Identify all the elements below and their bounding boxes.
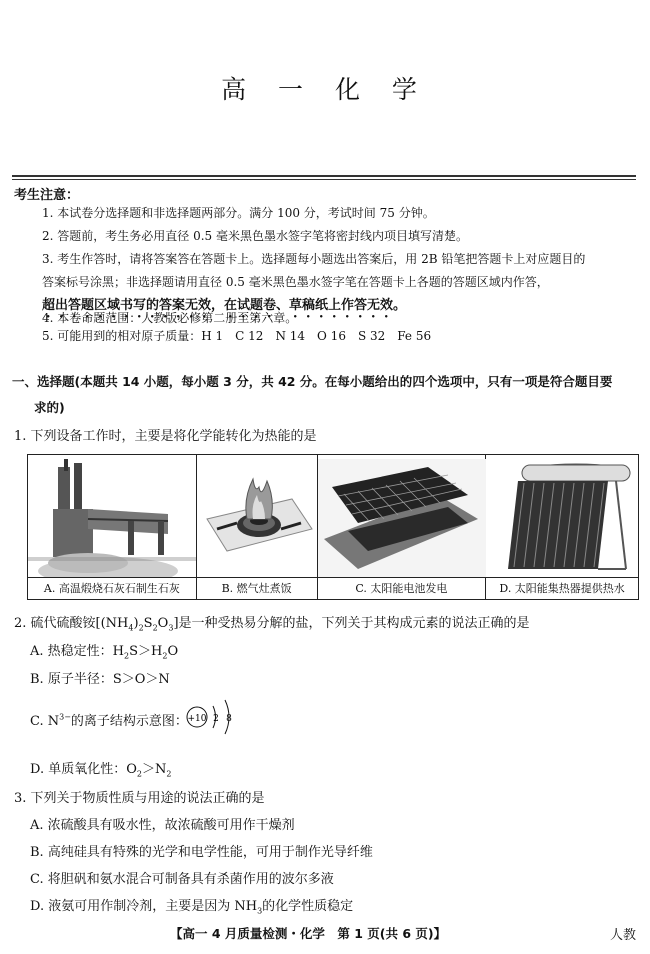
q2-c-text: 的离子结构示意图： (70, 714, 188, 729)
divider (12, 175, 636, 177)
q2-option-a (30, 640, 178, 661)
shell-2-label: 8 (226, 714, 232, 724)
notice-item-2: 2. 答题前，考生务必用直径 0.5 毫米黑色墨水签字笔将密封线内项目填写清楚。 (42, 229, 468, 243)
q2-c-text: C. N (30, 714, 60, 729)
option-c-caption: C. 太阳能电池发电 (318, 577, 486, 599)
notice-item-3-cont: 答案标号涂黑；非选择题请用直径 0.5 毫米黑色墨水签字笔在答题卡上各题的答题区域内作答， (42, 275, 549, 289)
q2-a-text: S＞H (129, 644, 163, 659)
option-b-caption: B. 燃气灶煮饭 (197, 577, 317, 599)
footer-page-info: 【高一 4 月质量检测・化学 第 1 页(共 6 页)】 (170, 926, 447, 941)
notice-item-3: 3. 考生作答时，请将答案答在答题卡上。选择题每小题选出答案后，用 2B 铅笔把答题卡上对应题目的 (42, 252, 586, 266)
q3-option-b: B. 高纯硅具有特殊的光学和电学性能，可用于制作光导纤维 (30, 845, 373, 860)
option-c-cell (318, 455, 487, 599)
divider (12, 179, 636, 180)
q2-a-sub: 2 (162, 651, 168, 661)
q3-option-a: A. 浓硫酸具有吸水性，故浓硫酸可用作干燥剂 (30, 818, 295, 833)
q2-d-text: D. 单质氧化性：O (30, 762, 137, 777)
solar-panel-image (318, 459, 486, 577)
q2-stem-sub: 3 (168, 623, 174, 633)
q3-d-sub: 3 (257, 906, 263, 916)
section-heading-cont: 求的) (34, 400, 65, 415)
question-2-stem (14, 612, 530, 633)
q2-stem-part: 2. 硫代硫酸铵[(NH (14, 616, 129, 631)
q2-d-sub: 2 (166, 769, 172, 779)
footer-edition: 人教 (610, 928, 637, 943)
q2-a-sub: 2 (124, 651, 130, 661)
option-d-cell (486, 455, 638, 599)
option-a-caption: A. 高温煅烧石灰石制生石灰 (28, 577, 196, 599)
notice-item-4: 4. 本卷命题范围：人教版必修第二册至第六章。 (42, 311, 298, 325)
q2-stem-part: S (143, 616, 153, 631)
q2-d-text: ＞N (141, 762, 167, 777)
q2-d-sub: 2 (136, 769, 142, 779)
q2-option-d (30, 758, 171, 779)
page-title: 高 一 化 学 (221, 75, 429, 104)
q3-d-text: 的化学性质稳定 (262, 899, 354, 914)
notice-item-1: 1. 本试卷分选择题和非选择题两部分。满分 100 分，考试时间 75 分钟。 (42, 206, 435, 220)
q2-a-text: O (167, 644, 179, 659)
q2-stem-part: O (157, 616, 169, 631)
q2-stem-sub: 4 (128, 623, 134, 633)
notice-heading: 考生注意： (14, 188, 80, 203)
q3-option-d (30, 895, 353, 916)
notice-emphasis: 超出答题区域书写的答案无效，在试题卷、草稿纸上作答无效。 (42, 298, 407, 313)
q2-stem-part: ) (133, 616, 139, 631)
shell-1-label: 2 (213, 714, 219, 724)
nucleus-label: +10 (187, 714, 207, 724)
option-a-cell (28, 455, 197, 599)
question-1-image-table (27, 454, 639, 600)
q2-option-c (30, 710, 188, 729)
ion-structure-diagram (185, 696, 245, 738)
question-3-stem: 3. 下列关于物质性质与用途的说法正确的是 (14, 791, 265, 806)
option-b-cell (197, 455, 318, 599)
q3-option-c: C. 将胆矾和氨水混合可制备具有杀菌作用的波尔多液 (30, 872, 334, 887)
solar-water-heater-image (486, 459, 638, 577)
option-d-caption: D. 太阳能集热器提供热水 (486, 577, 638, 599)
question-1-stem: 1. 下列设备工作时，主要是将化学能转化为热能的是 (14, 429, 317, 444)
q2-c-sup: 3− (59, 712, 71, 722)
notice-item-5: 5. 可能用到的相对原子质量：H 1 C 12 N 14 O 16 S 32 Fe 56 (42, 329, 432, 343)
q2-stem-sub: 2 (138, 623, 144, 633)
q2-a-text: A. 热稳定性：H (30, 644, 124, 659)
section-heading: 一、选择题(本题共 14 小题，每小题 3 分，共 42 分。在每小题给出的四个选项中，只有一项是符合题目要 (12, 374, 613, 389)
q3-d-text: D. 液氨可用作制冷剂，主要是因为 NH (30, 899, 258, 914)
q2-option-b: B. 原子半径：S＞O＞N (30, 672, 170, 687)
q2-stem-part: ]是一种受热易分解的盐，下列关于其构成元素的说法正确的是 (173, 616, 530, 631)
lime-kiln-image (28, 459, 196, 577)
q2-stem-sub: 2 (152, 623, 158, 633)
gas-stove-image (197, 459, 317, 577)
